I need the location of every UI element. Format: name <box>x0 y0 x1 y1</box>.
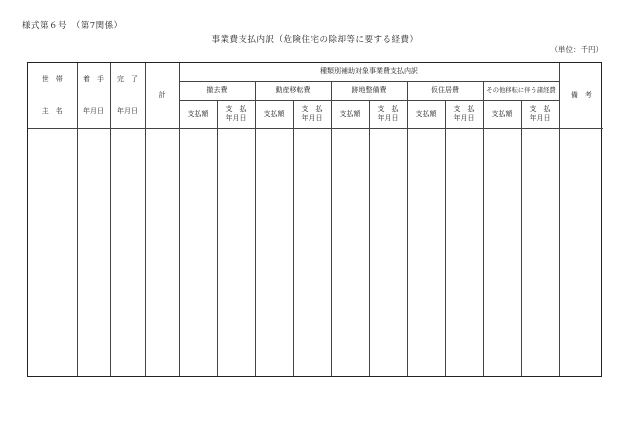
body-cell <box>28 128 77 376</box>
header-household-top: 世 帯 <box>41 74 63 83</box>
sub-amount: 支払額 <box>407 100 445 128</box>
header-household-bottom: 主 名 <box>41 107 63 115</box>
sub-date <box>217 100 255 128</box>
header-completion-date <box>110 63 145 128</box>
header-complete-bottom: 年月日 <box>117 107 138 115</box>
body-cell <box>217 128 255 376</box>
expense-table-frame <box>27 62 602 377</box>
header-remarks: 備 考 <box>559 63 603 128</box>
header-category-movables: 動産移転費 <box>255 81 331 100</box>
sub-date <box>521 100 559 128</box>
body-cell <box>369 128 407 376</box>
sub-date-bottom: 年月日 <box>377 114 399 122</box>
header-category-demolition: 撤去費 <box>179 81 255 100</box>
sub-date-bottom: 年月日 <box>225 114 247 122</box>
sub-date <box>369 100 407 128</box>
body-cell <box>483 128 521 376</box>
sub-date-top: 支 払 <box>377 105 399 114</box>
sub-date-top: 支 払 <box>301 105 323 114</box>
expense-table <box>28 63 603 376</box>
header-total: 計 <box>145 63 179 128</box>
form-title: 事業費支払内訳（危険住宅の除却等に要する経費） <box>211 35 419 45</box>
header-category-other: その他移転に伴う諸経費 <box>483 81 559 100</box>
header-group: 種類別補助対象事業費支払内訳 <box>179 63 559 81</box>
sub-date-top: 支 払 <box>225 105 247 114</box>
body-cell <box>521 128 559 376</box>
unit-note: （単位：千円） <box>550 45 603 54</box>
header-start-bottom: 年月日 <box>83 107 104 115</box>
sub-amount: 支払額 <box>255 100 293 128</box>
body-cell <box>110 128 145 376</box>
sub-date-top: 支 払 <box>529 105 551 114</box>
sub-date-bottom: 年月日 <box>301 114 323 122</box>
sub-date-bottom: 年月日 <box>529 114 551 122</box>
sub-date-top: 支 払 <box>453 105 475 114</box>
sub-amount: 支払額 <box>483 100 521 128</box>
body-cell <box>255 128 293 376</box>
body-cell <box>145 128 179 376</box>
body-cell <box>407 128 445 376</box>
sub-amount: 支払額 <box>179 100 217 128</box>
header-category-temporary-housing: 仮住居費 <box>407 81 483 100</box>
body-cell <box>331 128 369 376</box>
body-cell <box>445 128 483 376</box>
sub-date <box>445 100 483 128</box>
form-number: 様式第６号 （第7関係） <box>22 21 123 31</box>
body-cell <box>179 128 217 376</box>
body-cell <box>293 128 331 376</box>
body-cell <box>559 128 603 376</box>
header-start-date <box>77 63 110 128</box>
header-start-top: 着 手 <box>83 74 104 83</box>
sub-amount: 支払額 <box>331 100 369 128</box>
header-category-site: 跡地整備費 <box>331 81 407 100</box>
header-complete-top: 完 了 <box>117 74 138 83</box>
header-household <box>28 63 77 128</box>
sub-date <box>293 100 331 128</box>
body-cell <box>77 128 110 376</box>
sub-date-bottom: 年月日 <box>453 114 475 122</box>
